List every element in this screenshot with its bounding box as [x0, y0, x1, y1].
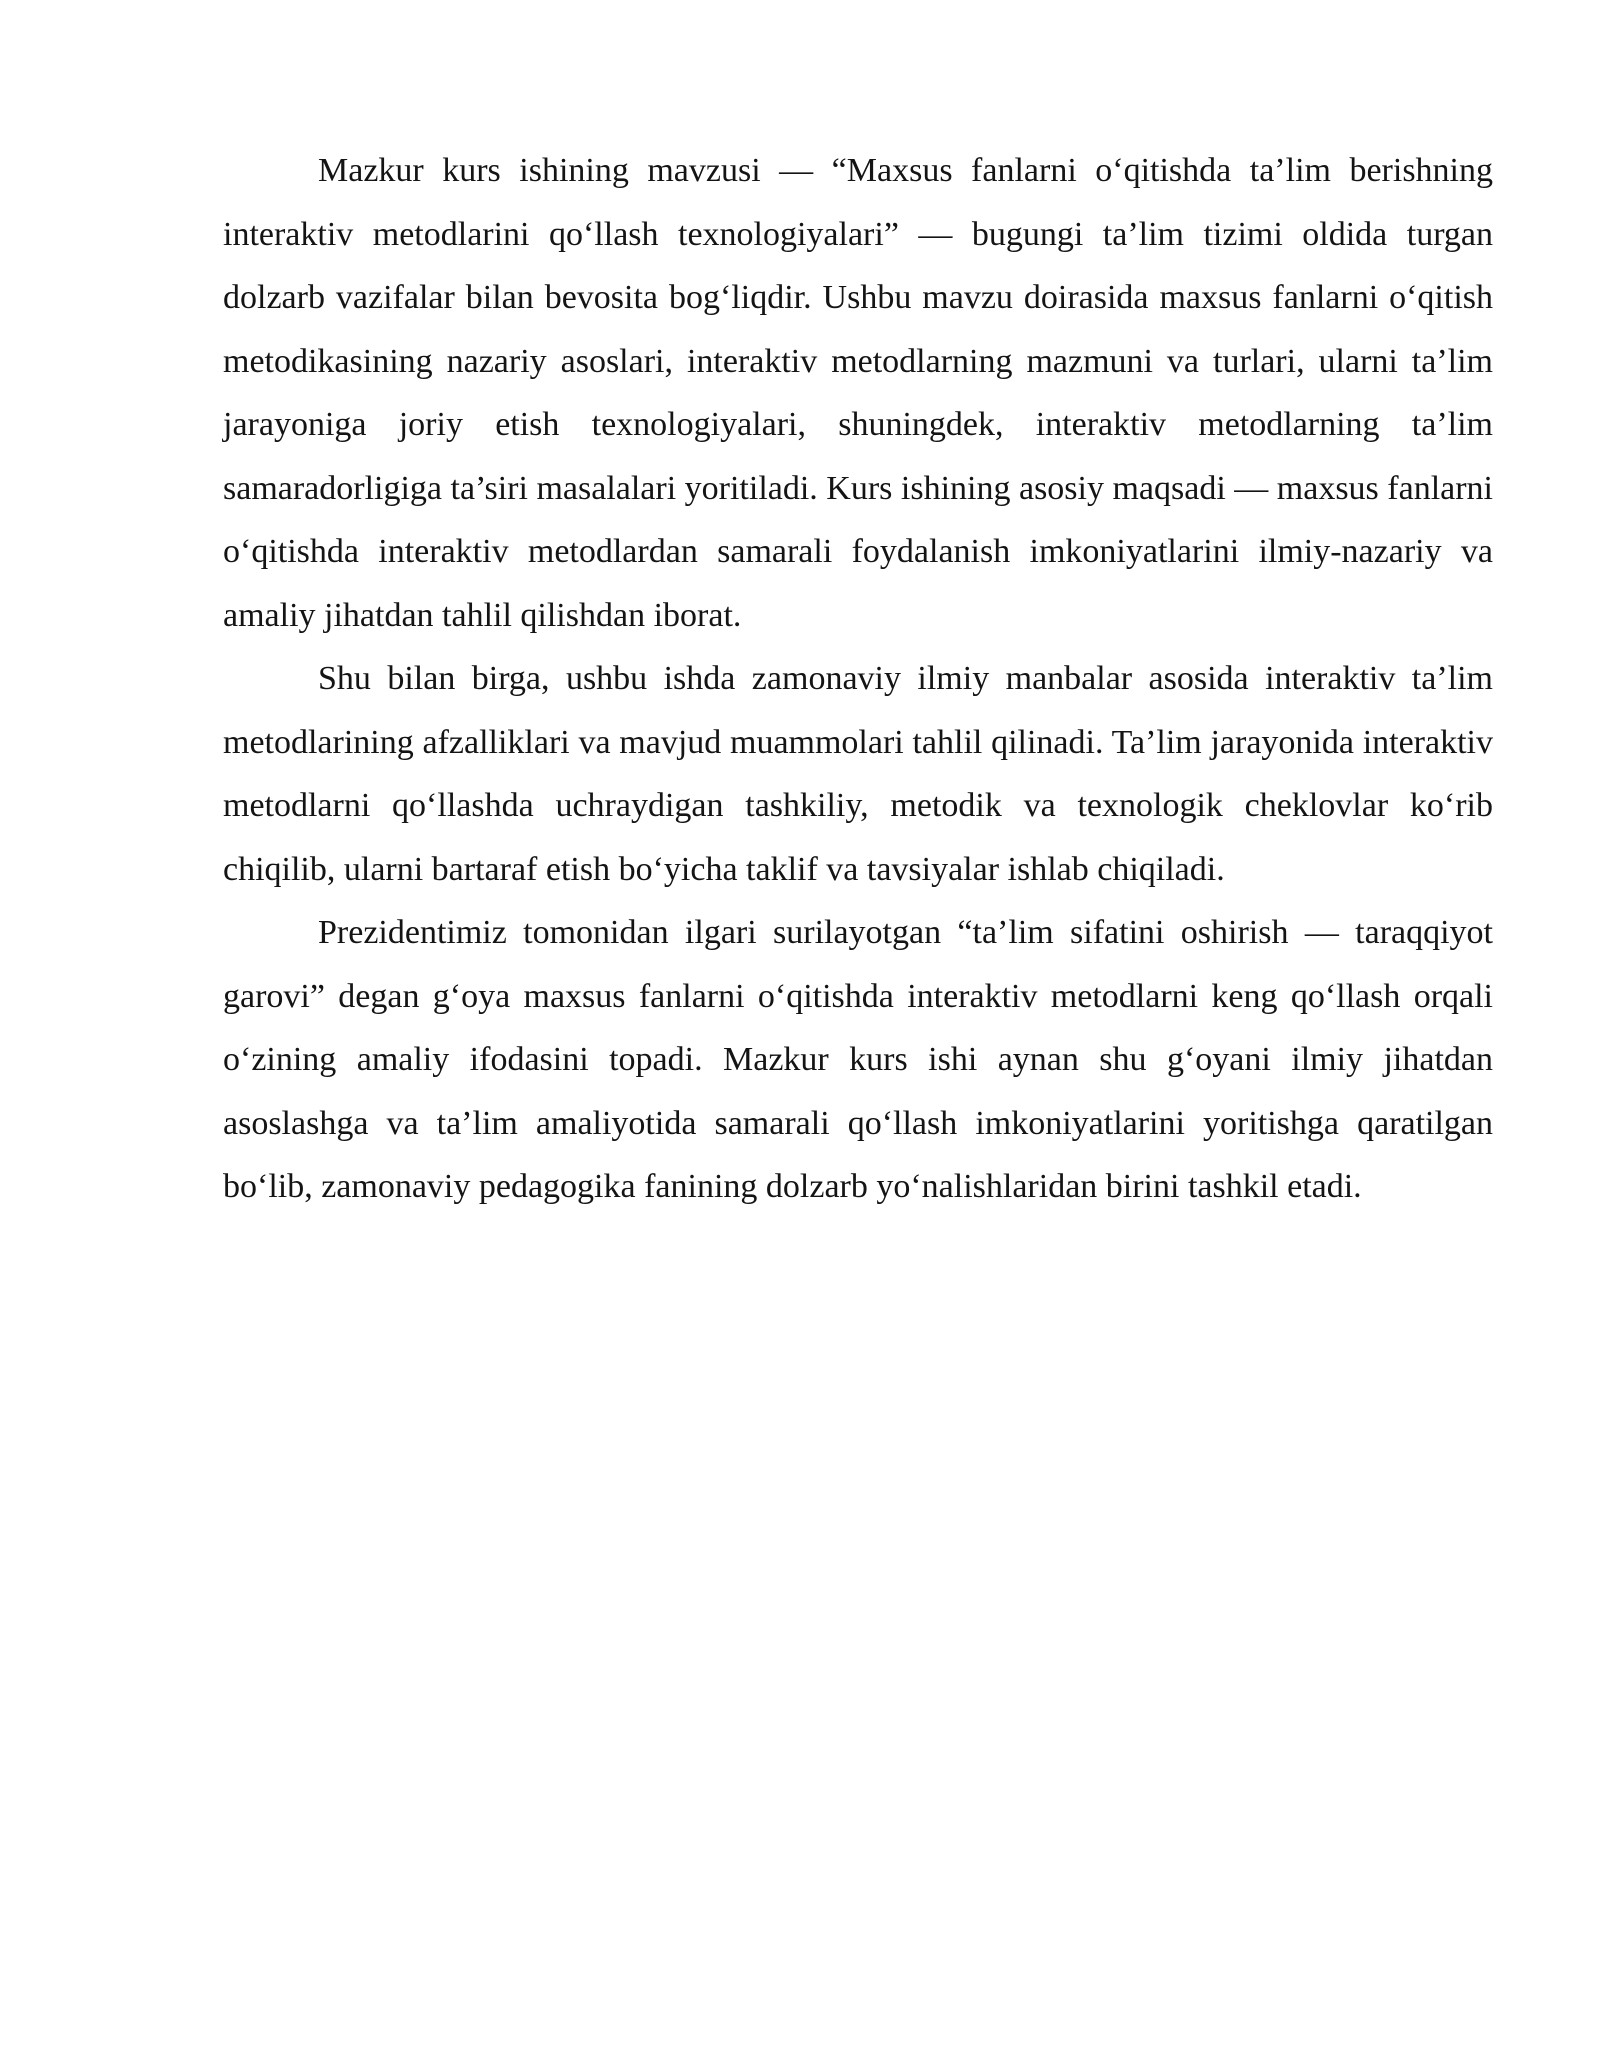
paragraph-topic: Mazkur kurs ishining mavzusi — “Maxsus fanlarni o‘qitishda ta’lim berishning interaktiv metodlarini qo‘llash texnologiyalari” — bugungi ta’lim tizimi oldida turgan dolzarb vazifalar bilan bevosita bog‘liqdir. Ushbu mavzu doirasida maxsus fanlarni o‘qitish metodikasining nazariy asoslari, interaktiv metodlarning mazmuni va turlari, ularni ta’lim jarayoniga joriy etish texnologiyalari, shuningdek, interaktiv metodlarning ta’lim samaradorligiga ta’siri masalalari yoritiladi. Kurs ishining asosiy maqsadi — maxsus fanlarni o‘qitishda interaktiv metodlardan samarali foydalanish imkoniyatlarini ilmiy-nazariy va amaliy jihatdan tahlil qilishdan iborat.	[223, 152, 1494, 634]
document-body	[223, 139, 1493, 1219]
paragraph-conclusion: Prezidentimiz tomonidan ilgari surilayotgan “ta’lim sifatini oshirish — taraqqiyot garovi” degan g‘oya maxsus fanlarni o‘qitishda interaktiv metodlarni keng qo‘llash orqali o‘zining amaliy ifodasini topadi. Mazkur kurs ishi aynan shu g‘oyani ilmiy jihatdan asoslashga va ta’lim amaliyotida samarali qo‘llash imkoniyatlarini yoritishga qaratilgan bo‘lib, zamonaviy pedagogika fanining dolzarb yo‘nalishlaridan birini tashkil etadi.	[223, 914, 1493, 1205]
paragraph-analysis: Shu bilan birga, ushbu ishda zamonaviy ilmiy manbalar asosida interaktiv ta’lim metodlarining afzalliklari va mavjud muammolari tahlil qilinadi. Ta’lim jarayonida interaktiv metodlarni qo‘llashda uchraydigan tashkiliy, metodik va texnologik cheklovlar ko‘rib chiqilib, ularni bartaraf etish bo‘yicha taklif va tavsiyalar ishlab chiqiladi.	[223, 660, 1493, 888]
